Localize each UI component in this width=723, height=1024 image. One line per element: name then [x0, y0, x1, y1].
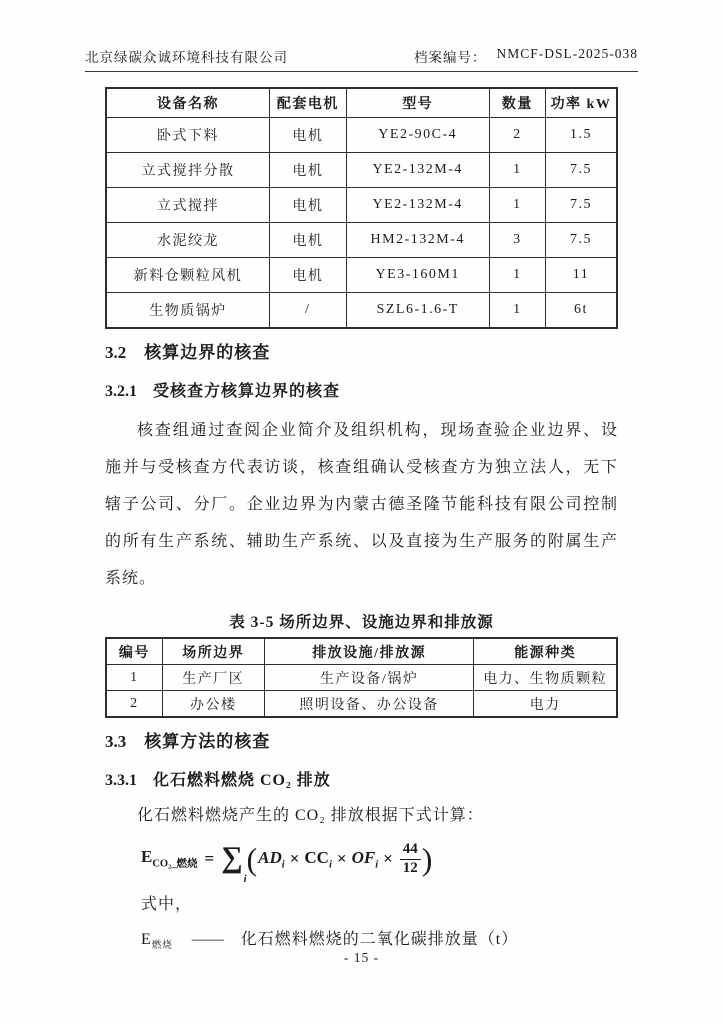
section-heading-3-3-1: [105, 770, 618, 792]
cell-qty: 3: [489, 223, 545, 258]
cell-power: 6t: [545, 293, 617, 329]
cell-power: 7.5: [545, 153, 617, 188]
term-of: $OF_i$: [351, 847, 379, 871]
cell-facility: 照明设备、办公设备: [264, 691, 474, 718]
cell-motor: 电机: [270, 223, 347, 258]
co2-combustion-formula: [141, 836, 618, 885]
col-header-id: 编号: [106, 638, 162, 665]
formula-lhs: $E_{CO_2\_燃烧}$: [141, 847, 198, 870]
section-heading-3-3: [105, 731, 618, 753]
fraction-44-12: $\frac{44}{12}$: [400, 842, 421, 877]
cell-device-name: 生物质锅炉: [106, 293, 270, 329]
cell-model: YE2-132M-4: [346, 188, 489, 223]
table-row: [106, 293, 617, 329]
where-label: 式中，: [141, 896, 193, 913]
cell-qty: 1: [489, 153, 545, 188]
col-header-site: 场所边界: [162, 638, 264, 665]
cell-qty: 1: [489, 188, 545, 223]
section-title: 核算边界的核查: [144, 343, 271, 362]
cell-site: 办公楼: [162, 691, 264, 718]
cell-power: 1.5: [545, 118, 617, 153]
table-row: [106, 258, 617, 293]
table-row: [106, 188, 617, 223]
right-paren: ): [421, 841, 433, 877]
cell-model: YE2-90C-4: [346, 118, 489, 153]
cell-motor: 电机: [270, 118, 347, 153]
company-name: 北京绿碳众诚环境科技有限公司: [85, 50, 288, 65]
section-title: 核算方法的核查: [144, 732, 271, 751]
paragraph-line: 施并与受核查方代表访谈，核查组确认受核查方为独立法人，无下: [105, 459, 618, 476]
term-cc: $CC_i$: [304, 847, 332, 871]
cell-power: 7.5: [545, 223, 617, 258]
doc-number-value: NMCF-DSL-2025-038: [496, 46, 638, 61]
table-row: [106, 223, 617, 258]
cell-power: 7.5: [545, 188, 617, 223]
section-number: 3.2: [105, 343, 127, 362]
cell-device-name: 立式搅拌分散: [106, 153, 270, 188]
col-header-motor: 配套电机: [270, 88, 347, 118]
cell-model: SZL6-1.6-T: [346, 293, 489, 329]
section-title: 化石燃料燃烧 CO₂ 排放: [153, 772, 331, 789]
section-heading-3-2: [105, 342, 618, 364]
formula-intro: 化石燃料燃烧产生的 CO₂ 排放根据下式计算：: [137, 807, 484, 824]
equipment-table: [105, 87, 618, 329]
section-number: 3.3: [105, 732, 127, 751]
summation-symbol: $\sum_i$: [221, 841, 247, 885]
cell-device-name: 水泥绞龙: [106, 223, 270, 258]
times-sign: ×: [383, 849, 393, 868]
col-header-qty: 数量: [489, 88, 545, 118]
paragraph-line: 系统。: [105, 570, 157, 587]
section-number: 3.2.1: [105, 383, 137, 400]
cell-qty: 2: [489, 118, 545, 153]
paragraph-line: 辖子公司、分厂。企业边界为内蒙古德圣隆节能科技有限公司控制: [105, 496, 618, 513]
equals-sign: =: [204, 849, 215, 868]
col-header-energy: 能源种类: [474, 638, 617, 665]
col-header-facility: 排放设施/排放源: [264, 638, 474, 665]
paragraph-line: 核查组通过查阅企业简介及组织机构，现场查验企业边界、设: [137, 422, 618, 439]
definition-dash: ——: [191, 931, 224, 948]
cell-id: 1: [106, 665, 162, 691]
e-symbol: $E_{燃烧}$: [141, 931, 173, 952]
term-ad: $AD_i$: [258, 847, 285, 871]
section-number: 3.3.1: [105, 772, 137, 789]
cell-device-name: 立式搅拌: [106, 188, 270, 223]
equipment-table-header-row: [106, 88, 617, 118]
cell-model: YE3-160M1: [346, 258, 489, 293]
cell-motor: 电机: [270, 258, 347, 293]
times-sign: ×: [289, 849, 300, 868]
boundary-table: [105, 637, 618, 718]
cell-energy: 电力、生物质颗粒: [474, 665, 617, 691]
definition-text: 化石燃料燃烧的二氧化碳排放量（t）: [240, 931, 519, 948]
section-heading-3-2-1: [105, 381, 618, 403]
page-header: [85, 0, 638, 72]
table-row: [106, 665, 617, 691]
cell-facility: 生产设备/锅炉: [264, 665, 474, 691]
doc-number: [414, 46, 638, 66]
cell-power: 11: [545, 258, 617, 293]
table-row: [106, 691, 617, 718]
cell-device-name: 新料仓颗粒风机: [106, 258, 270, 293]
cell-motor: 电机: [270, 188, 347, 223]
cell-device-name: 卧式下料: [106, 118, 270, 153]
boundary-paragraph: [105, 412, 618, 597]
cell-qty: 1: [489, 258, 545, 293]
cell-motor: 电机: [270, 153, 347, 188]
paragraph-line: 的所有生产系统、辅助生产系统、以及直接为生产服务的附属生产: [105, 533, 618, 550]
col-header-device-name: 设备名称: [106, 88, 270, 118]
cell-model: YE2-132M-4: [346, 153, 489, 188]
table-row: [106, 118, 617, 153]
col-header-power: 功率 kW: [545, 88, 617, 118]
cell-id: 2: [106, 691, 162, 718]
times-sign: ×: [336, 849, 347, 868]
cell-motor: /: [270, 293, 347, 329]
cell-site: 生产厂区: [162, 665, 264, 691]
section-title: 受核查方核算边界的核查: [153, 383, 341, 400]
boundary-table-header-row: [106, 638, 617, 665]
cell-energy: 电力: [474, 691, 617, 718]
col-header-model: 型号: [346, 88, 489, 118]
cell-qty: 1: [489, 293, 545, 329]
cell-model: HM2-132M-4: [346, 223, 489, 258]
doc-number-label: 档案编号：: [413, 50, 487, 65]
page-number: - 15 -: [343, 950, 380, 965]
page-content: [105, 87, 618, 959]
left-paren: (: [246, 841, 258, 877]
table-3-5-caption: 表 3-5 场所边界、设施边界和排放源: [229, 614, 494, 631]
table-row: [106, 153, 617, 188]
